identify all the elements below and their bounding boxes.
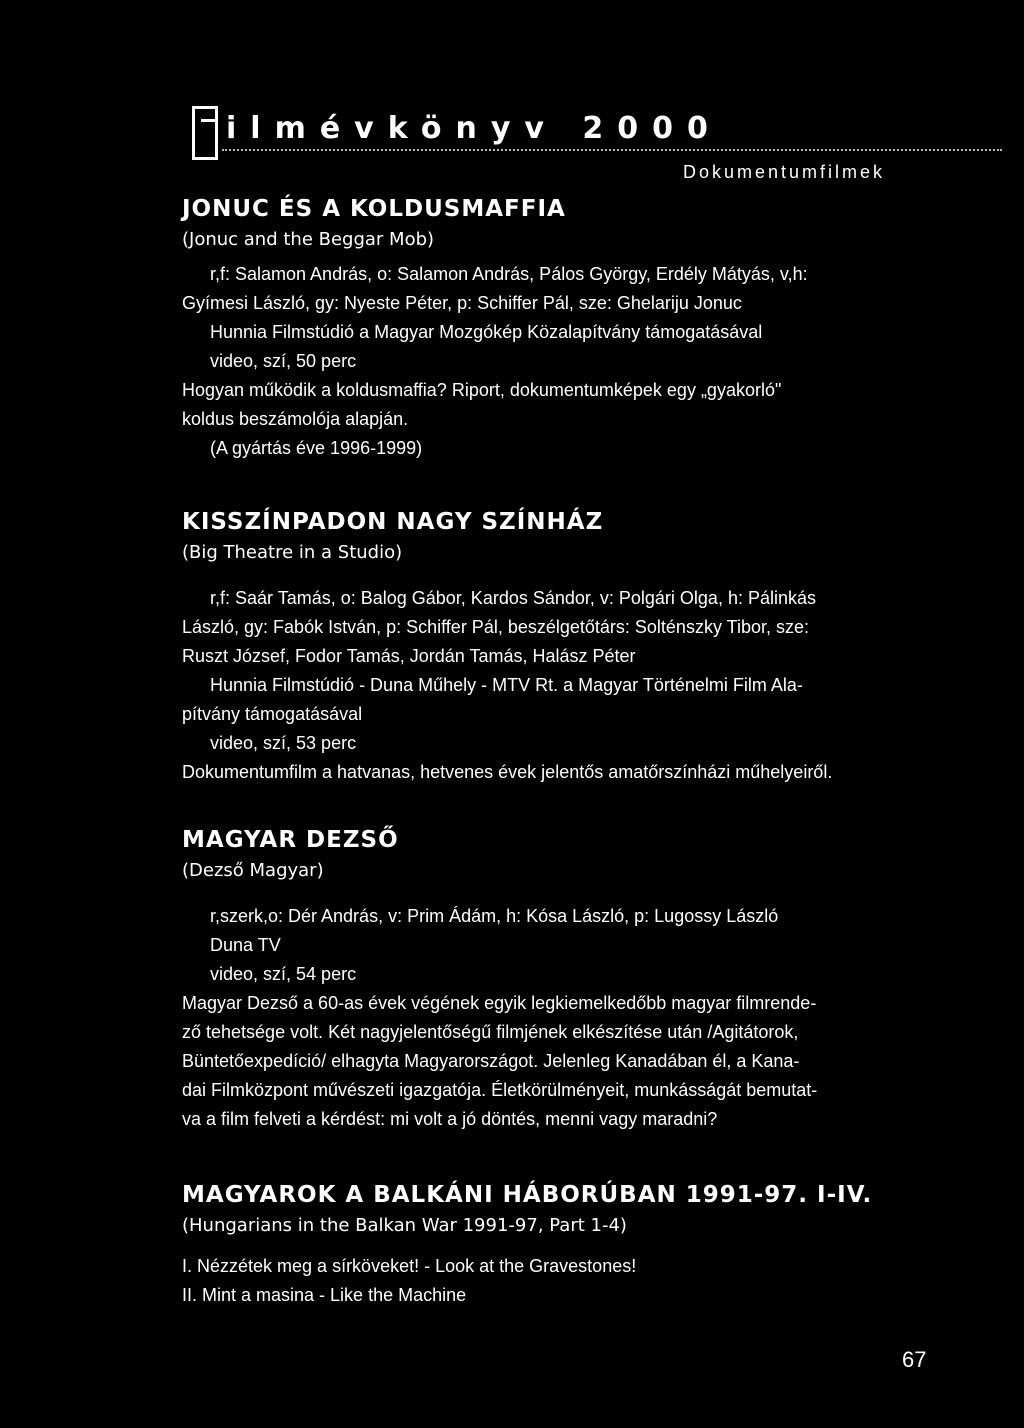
credits-line: r,szerk,o: Dér András, v: Prim Ádám, h: Kósa László, p: Lugossy László	[210, 906, 779, 926]
description-line: koldus beszámolója alapján.	[182, 409, 409, 429]
credits-line: r,f: Salamon András, o: Salamon András, Pálos György, Erdély Mátyás, v,h:	[210, 264, 808, 284]
description-line: dai Filmközpont művészeti igazgatója. Életkörülményeit, munkásságát bemutat-	[182, 1080, 818, 1100]
entry-subtitle: (Big Theatre in a Studio)	[182, 542, 403, 563]
entry-subtitle: (Jonuc and the Beggar Mob)	[182, 229, 435, 250]
header-rule	[222, 149, 1002, 151]
credits-line: r,f: Saár Tamás, o: Balog Gábor, Kardos Sándor, v: Polgári Olga, h: Pálinkás	[210, 588, 816, 608]
entry-title: KISSZÍNPADON NAGY SZÍNHÁZ	[182, 509, 604, 535]
studio-line: pítvány támogatásával	[182, 704, 363, 724]
format-line: video, szí, 50 perc	[210, 351, 357, 371]
page-number: 67	[902, 1347, 927, 1372]
credits-line: Gyímesi László, gy: Nyeste Péter, p: Schiffer Pál, sze: Ghelariju Jonuc	[182, 293, 742, 313]
entry-subtitle: (Dezső Magyar)	[182, 860, 324, 881]
entry-title: MAGYAR DEZSŐ	[182, 827, 399, 853]
description-line: Magyar Dezső a 60-as évek végének egyik legkiemelkedőbb magyar filmrende-	[182, 993, 817, 1013]
part-line: II. Mint a masina - Like the Machine	[182, 1285, 467, 1305]
entry-magyarok-balkan	[182, 1180, 942, 1310]
description-line: va a film felveti a kérdést: mi volt a jó döntés, menni vagy maradni?	[182, 1109, 718, 1129]
description-line: Dokumentumfilm a hatvanas, hetvenes évek jelentős amatőrszínházi műhelyeiről.	[182, 762, 833, 782]
description-line: Büntetőexpedíció/ elhagyta Magyarországot. Jelenleg Kanadában él, a Kana-	[182, 1051, 800, 1071]
entry-magyar-dezso	[182, 825, 942, 1134]
studio-line: Hunnia Filmstúdió - Duna Műhely - MTV Rt. a Magyar Történelmi Film Ala-	[210, 675, 803, 695]
format-line: video, szí, 53 perc	[210, 733, 357, 753]
studio-line: Hunnia Filmstúdió a Magyar Mozgókép Közalapítvány támogatásával	[210, 322, 763, 342]
header-title: ilmévkönyv 2000	[226, 111, 722, 146]
section-label: Dokumentumfilmek	[683, 162, 886, 182]
entry-kisszinpadon	[182, 507, 942, 787]
credits-line: Ruszt József, Fodor Tamás, Jordán Tamás, Halász Péter	[182, 646, 636, 666]
entry-subtitle: (Hungarians in the Balkan War 1991-97, Part 1-4)	[182, 1215, 627, 1236]
entry-title: JONUC ÉS A KOLDUSMAFFIA	[182, 196, 566, 222]
entry-title: MAGYAROK A BALKÁNI HÁBORÚBAN 1991-97. I-IV.	[182, 1182, 873, 1208]
format-line: video, szí, 54 perc	[210, 964, 357, 984]
credits-line: László, gy: Fabók István, p: Schiffer Pál, beszélgetőtárs: Solténszky Tibor, sze:	[182, 617, 809, 637]
studio-line: Duna TV	[210, 935, 281, 955]
description-line: Hogyan működik a koldusmaffia? Riport, dokumentumképek egy „gyakorló"	[182, 380, 782, 400]
logo-f-icon	[192, 106, 218, 160]
part-line: I. Nézzétek meg a sírköveket! - Look at the Gravestones!	[182, 1256, 637, 1276]
entry-jonuc	[182, 194, 942, 463]
description-line: ző tehetsége volt. Két nagyjelentőségű filmjének elkészítése után /Agitátorok,	[182, 1022, 799, 1042]
production-year: (A gyártás éve 1996-1999)	[210, 438, 423, 458]
